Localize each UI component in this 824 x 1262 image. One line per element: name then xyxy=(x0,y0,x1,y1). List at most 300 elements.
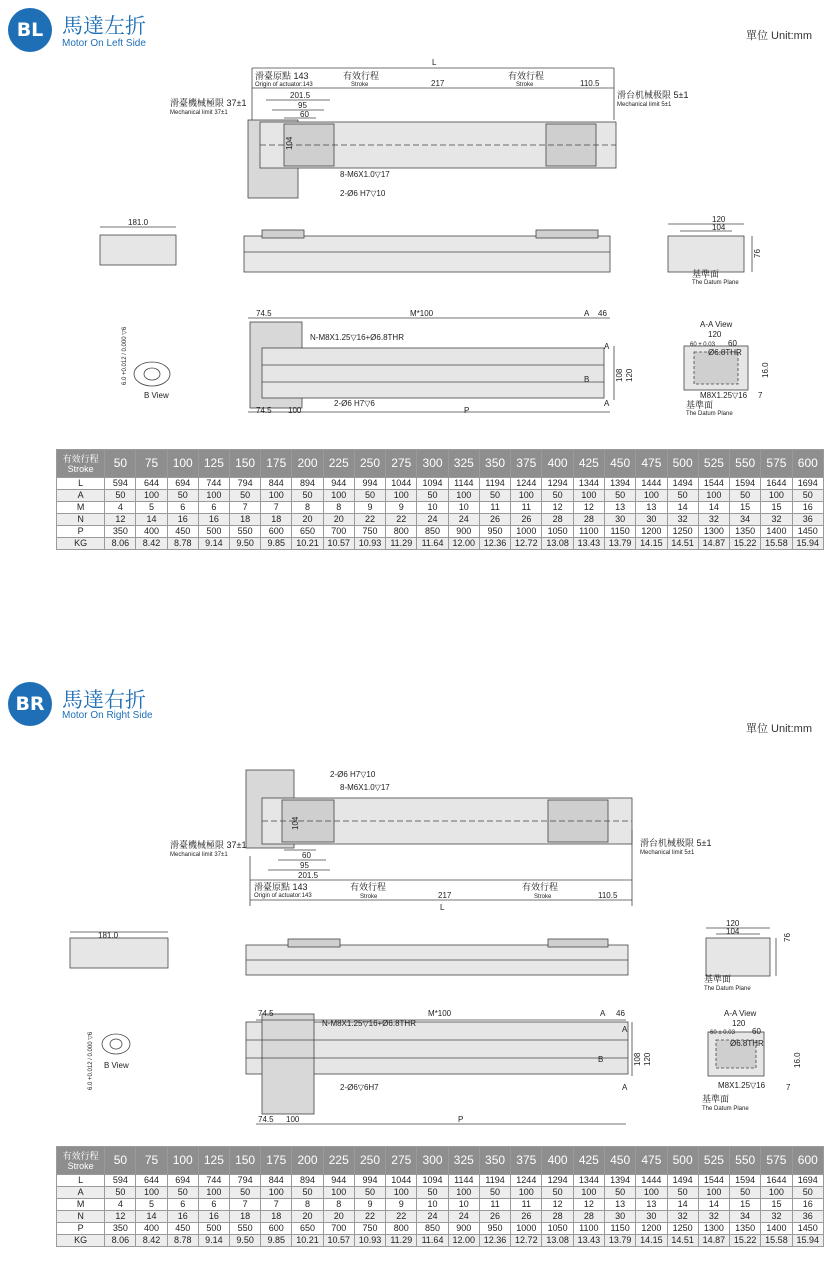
br-table-cell: 950 xyxy=(479,1223,510,1235)
br-table-cell: 1644 xyxy=(761,1175,792,1187)
br-table-cell: 100 xyxy=(636,1187,667,1199)
bl-aa: A-A View xyxy=(700,320,733,329)
br-stroke-225: 225 xyxy=(323,1147,354,1175)
br-dim-74-5b: 74.5 xyxy=(258,1115,274,1124)
bl-table-cell: 16 xyxy=(792,502,823,514)
br-table-cell: 50 xyxy=(792,1187,823,1199)
br-drawing xyxy=(0,670,824,1140)
br-row-label-M: M xyxy=(57,1199,105,1211)
bl-P: P xyxy=(464,406,470,415)
bl-table-cell: 32 xyxy=(761,514,792,526)
bl-table-cell: 9 xyxy=(386,502,417,514)
br-table-cell: 26 xyxy=(511,1211,542,1223)
br-dim-74-5: 74.5 xyxy=(258,1009,274,1018)
br-table-cell: 594 xyxy=(105,1175,136,1187)
br-table-cell: 14.51 xyxy=(667,1235,698,1247)
br-table-cell: 800 xyxy=(386,1223,417,1235)
bl-nm8: N-M8X1.25▽16+Ø6.8THR xyxy=(310,333,404,342)
br-table-cell: 850 xyxy=(417,1223,448,1235)
br-table-cell: 32 xyxy=(761,1211,792,1223)
br-table-cell: 14 xyxy=(698,1199,729,1211)
br-table-cell: 100 xyxy=(511,1187,542,1199)
br-table-cell: 994 xyxy=(354,1175,385,1187)
br-table-cell: 36 xyxy=(792,1211,823,1223)
br-table-cell: 694 xyxy=(167,1175,198,1187)
bl-stroke-75: 75 xyxy=(136,450,167,478)
br-table-cell: 28 xyxy=(573,1211,604,1223)
br-table-cell: 1594 xyxy=(730,1175,761,1187)
br-table-cell: 16 xyxy=(167,1211,198,1223)
br-table-header-row xyxy=(57,1147,824,1175)
br-table-cell: 20 xyxy=(323,1211,354,1223)
br-table-cell: 11 xyxy=(511,1199,542,1211)
br-table-cell: 650 xyxy=(292,1223,323,1235)
bl-table-cell: 50 xyxy=(167,490,198,502)
bl-table-row xyxy=(57,514,824,526)
bl-dim-110-5: 110.5 xyxy=(580,79,600,88)
br-stroke-300: 300 xyxy=(417,1147,448,1175)
br-table-cell: 13 xyxy=(636,1199,667,1211)
br-table-cell: 900 xyxy=(448,1223,479,1235)
br-table-cell: 450 xyxy=(167,1223,198,1235)
br-dim-95: 95 xyxy=(300,861,309,870)
bl-table-cell: 844 xyxy=(261,478,292,490)
bl-stroke-550: 550 xyxy=(730,450,761,478)
br-table-cell: 100 xyxy=(448,1187,479,1199)
br-table-cell: 32 xyxy=(698,1211,729,1223)
bl-table-row xyxy=(57,502,824,514)
br-table-cell: 1350 xyxy=(730,1223,761,1235)
bl-table-cell: 1344 xyxy=(573,478,604,490)
br-table-cell: 1494 xyxy=(667,1175,698,1187)
bl-spec-table xyxy=(56,449,824,550)
bl-table-cell: 100 xyxy=(636,490,667,502)
br-stroke-175: 175 xyxy=(261,1147,292,1175)
bl-table-cell: 28 xyxy=(542,514,573,526)
br-row-label-N: N xyxy=(57,1211,105,1223)
bl-table-cell: 50 xyxy=(479,490,510,502)
br-aa: A-A View xyxy=(724,1009,757,1018)
bl-row-label-P: P xyxy=(57,526,105,538)
bl-table-row xyxy=(57,478,824,490)
br-table-cell: 14.15 xyxy=(636,1235,667,1247)
br-table-cell: 12 xyxy=(542,1199,573,1211)
bl-aa-datum-en: The Datum Plane xyxy=(686,411,733,417)
bl-table-cell: 30 xyxy=(604,514,635,526)
bl-tol: 6.0 +0.012 / 0.000 ▽6 xyxy=(122,326,128,385)
br-table-cell: 1694 xyxy=(792,1175,823,1187)
bl-row-label-N: N xyxy=(57,514,105,526)
bl-table-cell: 700 xyxy=(323,526,354,538)
bl-table-cell: 1694 xyxy=(792,478,823,490)
bl-aa16: 16.0 xyxy=(761,362,770,378)
br-table-cell: 1400 xyxy=(761,1223,792,1235)
br-stroke-600: 600 xyxy=(792,1147,823,1175)
br-table-cell: 15 xyxy=(761,1199,792,1211)
bl-A-top: A xyxy=(584,309,590,318)
bl-table-cell: 100 xyxy=(261,490,292,502)
bl-bottom-view xyxy=(134,318,748,412)
bl-table-cell: 1094 xyxy=(417,478,448,490)
bl-dim-95: 95 xyxy=(298,101,307,110)
bl-unit: 單位 Unit:mm xyxy=(746,30,812,42)
bl-table-cell: 8.06 xyxy=(105,538,136,550)
bl-table-cell: 13 xyxy=(636,502,667,514)
br-table-cell: 15.94 xyxy=(792,1235,823,1247)
bl-stroke-350: 350 xyxy=(479,450,510,478)
bl-table-cell: 794 xyxy=(229,478,260,490)
bl-dim-217: 217 xyxy=(431,79,445,88)
br-table-cell: 400 xyxy=(136,1223,167,1235)
bl-table-row xyxy=(57,526,824,538)
bl-table-cell: 100 xyxy=(386,490,417,502)
br-aathr: Ø6.8THR xyxy=(730,1039,764,1048)
br-table-header-en: Stroke xyxy=(67,1160,94,1171)
bl-badge: BL xyxy=(8,8,52,52)
br-stroke-350: 350 xyxy=(479,1147,510,1175)
br-table-cell: 10 xyxy=(448,1199,479,1211)
br-table-cell: 844 xyxy=(261,1175,292,1187)
bl-table-cell: 18 xyxy=(229,514,260,526)
bl-table-cell: 1044 xyxy=(386,478,417,490)
bl-table-cell: 8.42 xyxy=(136,538,167,550)
bl-table-header-en: Stroke xyxy=(67,463,94,474)
br-badge: BR xyxy=(8,682,52,726)
br-stroke2-en: Stroke xyxy=(534,894,552,900)
bl-dim-108: 108 xyxy=(615,368,624,382)
bl-table-cell: 14.15 xyxy=(636,538,667,550)
bl-table-cell: 450 xyxy=(167,526,198,538)
bl-stroke-375: 375 xyxy=(511,450,542,478)
bl-table-cell: 350 xyxy=(105,526,136,538)
bl-stroke2-en: Stroke xyxy=(516,82,534,88)
br-table-cell: 8.06 xyxy=(105,1235,136,1247)
br-table-cell: 34 xyxy=(730,1211,761,1223)
bl-table-cell: 6 xyxy=(167,502,198,514)
br-table-cell: 1244 xyxy=(511,1175,542,1187)
br-table-cell: 15.58 xyxy=(761,1235,792,1247)
br-table-cell: 10.57 xyxy=(323,1235,354,1247)
br-row-label-KG: KG xyxy=(57,1235,105,1247)
br-table-cell: 15.22 xyxy=(730,1235,761,1247)
bl-table-cell: 13.79 xyxy=(604,538,635,550)
br-table-cell: 22 xyxy=(354,1211,385,1223)
bl-table-cell: 100 xyxy=(761,490,792,502)
br-table-cell: 750 xyxy=(354,1223,385,1235)
br-table-cell: 9 xyxy=(354,1199,385,1211)
br-table-cell: 13.79 xyxy=(604,1235,635,1247)
bl-stroke-250: 250 xyxy=(354,450,385,478)
br-table-cell: 500 xyxy=(198,1223,229,1235)
bl-dim-201-5: 201.5 xyxy=(290,91,311,100)
br-dim-201-5: 201.5 xyxy=(298,871,319,880)
br-stroke2-cn: 有效行程 xyxy=(522,882,559,892)
br-table-cell: 32 xyxy=(667,1211,698,1223)
bl-aa60: 60 xyxy=(728,339,737,348)
bl-table-cell: 694 xyxy=(167,478,198,490)
bl-table-cell: 100 xyxy=(448,490,479,502)
bl-table-cell: 26 xyxy=(479,514,510,526)
bl-stroke-525: 525 xyxy=(698,450,729,478)
bl-stroke-600: 600 xyxy=(792,450,823,478)
br-title-cn: 馬達右折 xyxy=(62,688,146,712)
bl-table-cell: 24 xyxy=(448,514,479,526)
bl-stroke-475: 475 xyxy=(636,450,667,478)
bl-origin-en: Origin of actuator:143 xyxy=(255,82,313,88)
br-stroke-550: 550 xyxy=(730,1147,761,1175)
br-table-cell: 350 xyxy=(105,1223,136,1235)
bl-table-cell: 10.21 xyxy=(292,538,323,550)
bl-title-cn: 馬達左折 xyxy=(62,14,146,38)
bl-table-cell: 28 xyxy=(573,514,604,526)
br-dim-120b: 120 xyxy=(643,1052,652,1066)
br-h7: 2-Ø6 H7▽10 xyxy=(330,770,376,779)
bl-table-cell: 9.50 xyxy=(229,538,260,550)
bl-table-cell: 894 xyxy=(292,478,323,490)
bl-table-cell: 100 xyxy=(511,490,542,502)
bl-stroke-425: 425 xyxy=(573,450,604,478)
br-stroke-500: 500 xyxy=(667,1147,698,1175)
bl-dim-181: 181.0 xyxy=(128,218,149,227)
bl-table-row xyxy=(57,538,824,550)
bl-stroke-125: 125 xyxy=(198,450,229,478)
br-dim-120: 120 xyxy=(726,919,740,928)
br-table-cell: 12 xyxy=(105,1211,136,1223)
bl-stroke-400: 400 xyxy=(542,450,573,478)
bl-table-cell: 34 xyxy=(730,514,761,526)
bl-table-cell: 20 xyxy=(292,514,323,526)
bl-table-cell: 600 xyxy=(261,526,292,538)
br-table-cell: 11.29 xyxy=(386,1235,417,1247)
bl-stroke-275: 275 xyxy=(386,450,417,478)
br-table-cell: 1450 xyxy=(792,1223,823,1235)
bl-table-cell: 14.51 xyxy=(667,538,698,550)
br-stroke-275: 275 xyxy=(386,1147,417,1175)
bl-h7b: 2-Ø6 H7▽6 xyxy=(334,399,375,408)
br-dim-104b: 104 xyxy=(726,927,740,936)
bl-table-cell: 50 xyxy=(417,490,448,502)
br-table-cell: 26 xyxy=(479,1211,510,1223)
br-A-right1: A xyxy=(622,1025,628,1034)
bl-table-cell: 15.58 xyxy=(761,538,792,550)
br-origin-en: Origin of actuator:143 xyxy=(254,893,312,899)
br-table-cell: 550 xyxy=(229,1223,260,1235)
br-row-label-P: P xyxy=(57,1223,105,1235)
bl-table-cell: 750 xyxy=(354,526,385,538)
bl-table-cell: 1400 xyxy=(761,526,792,538)
br-table-cell: 11.64 xyxy=(417,1235,448,1247)
br-aa60: 60 xyxy=(752,1027,761,1036)
bl-stroke1-en: Stroke xyxy=(351,82,369,88)
bl-stroke-575: 575 xyxy=(761,450,792,478)
bl-table-cell: 1350 xyxy=(730,526,761,538)
br-stroke-425: 425 xyxy=(573,1147,604,1175)
br-mech-left-en: Mechanical limit 37±1 xyxy=(170,852,228,858)
bl-table-cell: 16 xyxy=(198,514,229,526)
br-table-cell: 1250 xyxy=(667,1223,698,1235)
bl-stroke2-cn: 有效行程 xyxy=(508,71,545,81)
bl-table-cell: 9 xyxy=(354,502,385,514)
br-datum-cn: 基準面 xyxy=(704,974,732,984)
bl-drawing xyxy=(0,0,824,440)
bl-table-cell: 12 xyxy=(105,514,136,526)
br-table-cell: 794 xyxy=(229,1175,260,1187)
bl-aathr: Ø6.8THR xyxy=(708,348,742,357)
br-row-label-L: L xyxy=(57,1175,105,1187)
br-table-cell: 944 xyxy=(323,1175,354,1187)
br-table-cell: 4 xyxy=(105,1199,136,1211)
br-table-cell: 6 xyxy=(167,1199,198,1211)
bl-stroke-300: 300 xyxy=(417,450,448,478)
br-table-cell: 50 xyxy=(105,1187,136,1199)
br-table-cell: 24 xyxy=(448,1211,479,1223)
br-table-cell: 50 xyxy=(542,1187,573,1199)
br-section xyxy=(0,670,824,1262)
bl-table-row xyxy=(57,490,824,502)
bl-table-cell: 100 xyxy=(323,490,354,502)
br-table-cell: 100 xyxy=(698,1187,729,1199)
br-table-cell: 100 xyxy=(323,1187,354,1199)
br-table-cell: 700 xyxy=(323,1223,354,1235)
br-stroke-475: 475 xyxy=(636,1147,667,1175)
br-table-cell: 100 xyxy=(136,1187,167,1199)
br-table-cell: 1300 xyxy=(698,1223,729,1235)
br-table-cell: 50 xyxy=(417,1187,448,1199)
bl-stroke-500: 500 xyxy=(667,450,698,478)
bl-datum-cn: 基準面 xyxy=(692,269,720,279)
br-table-cell: 1444 xyxy=(636,1175,667,1187)
br-datum-en: The Datum Plane xyxy=(704,986,751,992)
bl-table-cell: 16 xyxy=(167,514,198,526)
bl-table-cell: 11.29 xyxy=(386,538,417,550)
bl-mech-left-cn: 滑臺機械極限 37±1 xyxy=(170,98,247,108)
br-stroke-75: 75 xyxy=(136,1147,167,1175)
bl-table-cell: 1444 xyxy=(636,478,667,490)
br-stroke-125: 125 xyxy=(198,1147,229,1175)
bl-table-cell: 32 xyxy=(698,514,729,526)
br-table-header-label xyxy=(57,1147,105,1175)
br-side-view xyxy=(70,928,776,976)
br-table-cell: 14.87 xyxy=(698,1235,729,1247)
br-table-cell: 24 xyxy=(417,1211,448,1223)
bl-table-cell: 1250 xyxy=(667,526,698,538)
br-table-cell: 1344 xyxy=(573,1175,604,1187)
br-table-cell: 9.85 xyxy=(261,1235,292,1247)
bl-table-header-row xyxy=(57,450,824,478)
bl-table-cell: 12 xyxy=(573,502,604,514)
br-table-cell: 20 xyxy=(292,1211,323,1223)
bl-table-cell: 14 xyxy=(698,502,729,514)
bl-mech-left-en: Mechanical limit 37±1 xyxy=(170,110,228,116)
bl-table-cell: 1050 xyxy=(542,526,573,538)
br-table-cell: 10 xyxy=(417,1199,448,1211)
br-table-cell: 8 xyxy=(323,1199,354,1211)
br-stroke-575: 575 xyxy=(761,1147,792,1175)
br-dim-76: 76 xyxy=(783,933,792,942)
br-dim-108: 108 xyxy=(633,1052,642,1066)
br-tol: 6.0 +0.012 / 0.000 ▽6 xyxy=(88,1031,94,1090)
br-table-cell: 644 xyxy=(136,1175,167,1187)
br-A-right2: A xyxy=(622,1083,628,1092)
br-m100: M*100 xyxy=(428,1009,452,1018)
br-table-cell: 100 xyxy=(573,1187,604,1199)
bl-table-cell: 1544 xyxy=(698,478,729,490)
br-aa7: 7 xyxy=(786,1083,791,1092)
br-table-cell: 1044 xyxy=(386,1175,417,1187)
bl-table-cell: 1294 xyxy=(542,478,573,490)
br-table-row xyxy=(57,1199,824,1211)
br-dim-60: 60 xyxy=(302,851,311,860)
br-B: B xyxy=(598,1055,604,1064)
bl-table-cell: 644 xyxy=(136,478,167,490)
br-table-header-cn: 有效行程 xyxy=(62,1150,99,1161)
bl-table-cell: 12.00 xyxy=(448,538,479,550)
bl-dim-104: 104 xyxy=(285,136,294,150)
bl-table-cell: 22 xyxy=(354,514,385,526)
br-dim-104: 104 xyxy=(291,816,300,830)
br-table-cell: 50 xyxy=(167,1187,198,1199)
br-table-cell: 1150 xyxy=(604,1223,635,1235)
bl-mech-right-en: Mechanical limit 5±1 xyxy=(617,102,672,108)
br-table-cell: 50 xyxy=(229,1187,260,1199)
bl-table-cell: 9.14 xyxy=(198,538,229,550)
br-mech-right-cn: 滑台机械极限 5±1 xyxy=(640,838,712,848)
br-table-cell: 13.08 xyxy=(542,1235,573,1247)
bl-table-cell: 12 xyxy=(542,502,573,514)
bl-table-cell: 100 xyxy=(698,490,729,502)
bl-dim-46: 46 xyxy=(598,309,607,318)
bl-table-cell: 1200 xyxy=(636,526,667,538)
br-table-cell: 12.72 xyxy=(511,1235,542,1247)
br-table-cell: 22 xyxy=(386,1211,417,1223)
bl-table-cell: 32 xyxy=(667,514,698,526)
br-table-row xyxy=(57,1211,824,1223)
bl-row-label-L: L xyxy=(57,478,105,490)
br-table-row xyxy=(57,1223,824,1235)
bl-stroke-200: 200 xyxy=(292,450,323,478)
br-table-cell: 5 xyxy=(136,1199,167,1211)
bl-row-label-A: A xyxy=(57,490,105,502)
br-stroke-400: 400 xyxy=(542,1147,573,1175)
bl-table-cell: 1594 xyxy=(730,478,761,490)
bl-table-cell: 5 xyxy=(136,502,167,514)
bl-table-cell: 50 xyxy=(667,490,698,502)
br-nm8: N-M8X1.25▽16+Ø6.8THR xyxy=(322,1019,416,1028)
bl-table-cell: 26 xyxy=(511,514,542,526)
bl-dim-120b: 120 xyxy=(625,368,634,382)
br-stroke-325: 325 xyxy=(448,1147,479,1175)
br-table-cell: 50 xyxy=(604,1187,635,1199)
br-dim-181: 181.0 xyxy=(98,931,119,940)
bl-table-cell: 594 xyxy=(105,478,136,490)
br-table-cell: 1394 xyxy=(604,1175,635,1187)
br-stroke-375: 375 xyxy=(511,1147,542,1175)
br-table-cell: 100 xyxy=(198,1187,229,1199)
br-stroke1-cn: 有效行程 xyxy=(350,882,387,892)
bl-table-cell: 1644 xyxy=(761,478,792,490)
bl-table-cell: 944 xyxy=(323,478,354,490)
bl-table-cell: 650 xyxy=(292,526,323,538)
bl-table-cell: 20 xyxy=(323,514,354,526)
bl-dim-60: 60 xyxy=(300,110,309,119)
br-table-cell: 50 xyxy=(479,1187,510,1199)
bl-table-cell: 22 xyxy=(386,514,417,526)
bl-table-cell: 1000 xyxy=(511,526,542,538)
bl-dim-104b: 104 xyxy=(712,223,726,232)
bl-table-cell: 15 xyxy=(730,502,761,514)
bl-table-cell: 1100 xyxy=(573,526,604,538)
bl-table-cell: 13.43 xyxy=(573,538,604,550)
